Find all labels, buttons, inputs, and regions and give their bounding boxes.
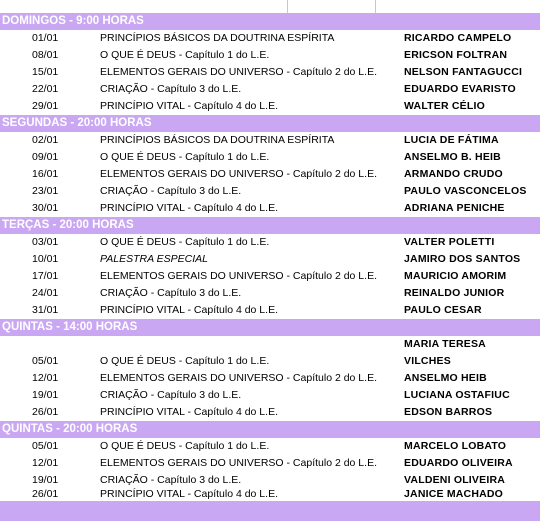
row-speaker: ARMANDO CRUDO: [404, 168, 503, 180]
row-topic: O QUE É DEUS - Capítulo 1 do L.E.: [100, 440, 270, 452]
row-topic: PRINCÍPIO VITAL - Capítulo 4 do L.E.: [100, 488, 278, 500]
table-row: [0, 149, 540, 166]
row-topic: ELEMENTOS GERAIS DO UNIVERSO - Capítulo 2 do L.E.: [100, 457, 377, 469]
row-topic: PRINCÍPIO VITAL - Capítulo 4 do L.E.: [100, 100, 278, 112]
row-topic: PRINCÍPIO VITAL - Capítulo 4 do L.E.: [100, 202, 278, 214]
row-speaker: WALTER CÉLIO: [404, 100, 485, 112]
section-header-quintas-noite: QUINTAS - 20:00 HORAS: [0, 421, 540, 438]
row-date: 12/01: [32, 457, 59, 469]
table-row: [0, 370, 540, 387]
row-topic: PALESTRA ESPECIAL: [100, 253, 208, 265]
table-row: [0, 455, 540, 472]
row-date: 17/01: [32, 270, 59, 282]
row-speaker: EDUARDO OLIVEIRA: [404, 457, 513, 469]
table-row: [0, 251, 540, 268]
table-row: [0, 285, 540, 302]
row-topic: ELEMENTOS GERAIS DO UNIVERSO - Capítulo 2 do L.E.: [100, 168, 377, 180]
row-date: 05/01: [32, 355, 59, 367]
row-date: 15/01: [32, 66, 59, 78]
table-row: [0, 183, 540, 200]
row-date: 02/01: [32, 134, 59, 146]
table-row: [0, 336, 540, 370]
row-date: 23/01: [32, 185, 59, 197]
row-speaker: ERICSON FOLTRAN: [404, 49, 508, 61]
row-topic: O QUE É DEUS - Capítulo 1 do L.E.: [100, 49, 270, 61]
table-row: [0, 47, 540, 64]
row-topic: ELEMENTOS GERAIS DO UNIVERSO - Capítulo 2 do L.E.: [100, 66, 377, 78]
footer-band: [0, 501, 540, 521]
section-header-tercas: TERÇAS - 20:00 HORAS: [0, 217, 540, 234]
row-topic: CRIAÇÃO - Capítulo 3 do L.E.: [100, 287, 242, 299]
table-row: [0, 132, 540, 149]
table-row: [0, 30, 540, 47]
row-topic: CRIAÇÃO - Capítulo 3 do L.E.: [100, 474, 242, 486]
row-speaker: ADRIANA PENICHE: [404, 202, 505, 214]
row-speaker: PAULO CESAR: [404, 304, 482, 316]
row-speaker: RICARDO CAMPELO: [404, 32, 512, 44]
row-topic: CRIAÇÃO - Capítulo 3 do L.E.: [100, 83, 242, 95]
row-date: 09/01: [32, 151, 59, 163]
row-date: 31/01: [32, 304, 59, 316]
row-topic: CRIAÇÃO - Capítulo 3 do L.E.: [100, 185, 242, 197]
row-topic: O QUE É DEUS - Capítulo 1 do L.E.: [100, 355, 270, 367]
row-date: 10/01: [32, 253, 59, 265]
cell-divider: [375, 0, 376, 13]
table-row: [0, 268, 540, 285]
table-row: [0, 387, 540, 404]
row-date: 26/01: [32, 488, 59, 500]
row-date: 08/01: [32, 49, 59, 61]
table-row: [0, 234, 540, 251]
row-speaker: EDUARDO EVARISTO: [404, 83, 516, 95]
section-header-domingos: DOMINGOS - 9:00 HORAS: [0, 13, 540, 30]
section-header-segundas: SEGUNDAS - 20:00 HORAS: [0, 115, 540, 132]
table-row: [0, 404, 540, 421]
speaker-line: VILCHES: [404, 355, 451, 367]
row-date: 19/01: [32, 474, 59, 486]
row-speaker: VALDENI OLIVEIRA: [404, 474, 506, 486]
row-date: 22/01: [32, 83, 59, 95]
row-topic: O QUE É DEUS - Capítulo 1 do L.E.: [100, 151, 270, 163]
row-date: 16/01: [32, 168, 59, 180]
row-date: 03/01: [32, 236, 59, 248]
row-speaker: NELSON FANTAGUCCI: [404, 66, 523, 78]
section-header-quintas-tarde: QUINTAS - 14:00 HORAS: [0, 319, 540, 336]
row-date: 01/01: [32, 32, 59, 44]
row-topic: PRINCÍPIO VITAL - Capítulo 4 do L.E.: [100, 304, 278, 316]
table-row: [0, 200, 540, 217]
row-date: 12/01: [32, 372, 59, 384]
row-topic: PRINCÍPIO VITAL - Capítulo 4 do L.E.: [100, 406, 278, 418]
cell-divider: [287, 0, 288, 13]
table-row: [0, 81, 540, 98]
row-date: 30/01: [32, 202, 59, 214]
row-speaker: ANSELMO B. HEIB: [404, 151, 501, 163]
row-speaker: REINALDO JUNIOR: [404, 287, 505, 299]
table-row: [0, 64, 540, 81]
row-speaker: VALTER POLETTI: [404, 236, 495, 248]
row-speaker: ANSELMO HEIB: [404, 372, 487, 384]
row-date: 29/01: [32, 100, 59, 112]
row-speaker: PAULO VASCONCELOS: [404, 185, 527, 197]
row-topic: ELEMENTOS GERAIS DO UNIVERSO - Capítulo 2 do L.E.: [100, 270, 377, 282]
row-speaker: JAMIRO DOS SANTOS: [404, 253, 521, 265]
table-row: [0, 166, 540, 183]
top-cell-strip: [0, 0, 545, 13]
row-speaker: EDSON BARROS: [404, 406, 493, 418]
table-row: [0, 438, 540, 455]
table-row: [0, 98, 540, 115]
speaker-line: MARIA TERESA: [404, 338, 486, 350]
table-row: [0, 302, 540, 319]
row-topic: PRINCÍPIOS BÁSICOS DA DOUTRINA ESPÍRITA: [100, 32, 335, 44]
row-topic: PRINCÍPIOS BÁSICOS DA DOUTRINA ESPÍRITA: [100, 134, 335, 146]
row-speaker: JANICE MACHADO: [404, 488, 504, 500]
row-topic: O QUE É DEUS - Capítulo 1 do L.E.: [100, 236, 270, 248]
row-speaker: LUCIA DE FÁTIMA: [404, 134, 499, 146]
row-topic: CRIAÇÃO - Capítulo 3 do L.E.: [100, 389, 242, 401]
row-date: 05/01: [32, 440, 59, 452]
row-speaker: MARCELO LOBATO: [404, 440, 507, 452]
row-date: 19/01: [32, 389, 59, 401]
row-speaker: MAURICIO AMORIM: [404, 270, 507, 282]
row-topic: ELEMENTOS GERAIS DO UNIVERSO - Capítulo 2 do L.E.: [100, 372, 377, 384]
row-speaker: LUCIANA OSTAFIUC: [404, 389, 510, 401]
row-date: 26/01: [32, 406, 59, 418]
row-date: 24/01: [32, 287, 59, 299]
row-speaker: [404, 336, 540, 370]
